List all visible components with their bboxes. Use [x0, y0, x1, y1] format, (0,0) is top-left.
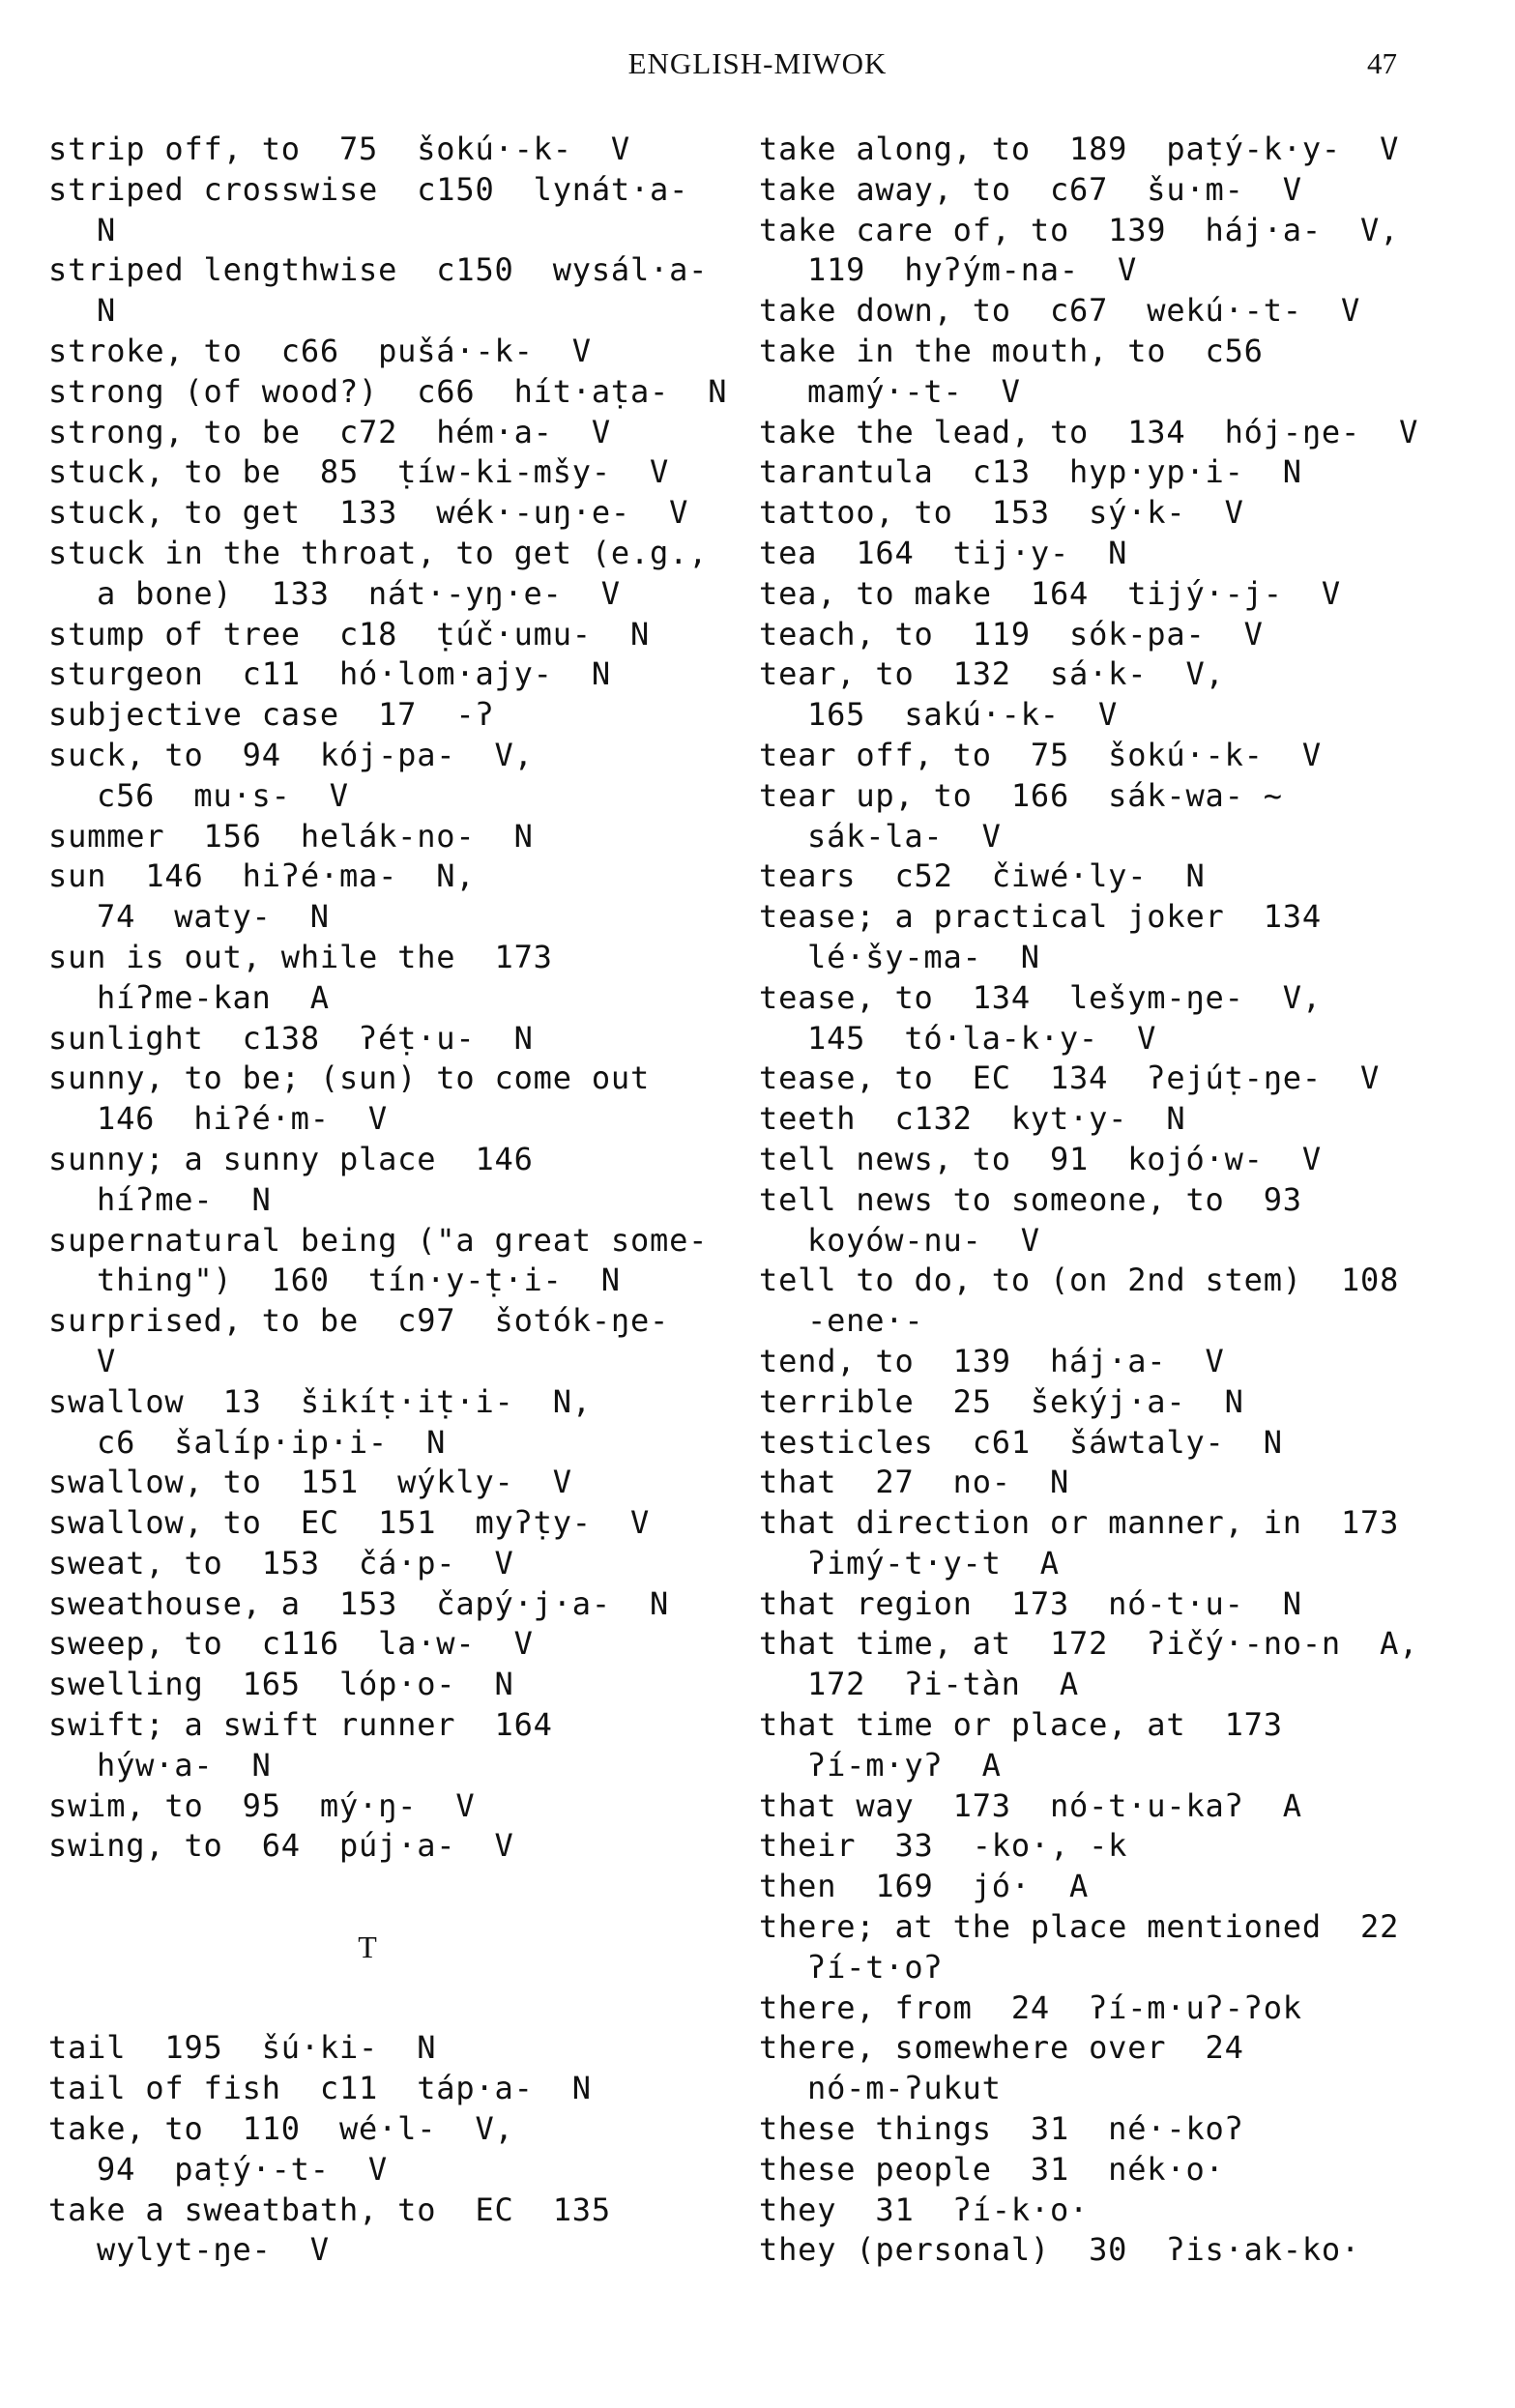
- dictionary-entry: [48, 1665, 725, 1705]
- dictionary-entry: [759, 534, 1436, 574]
- entry-continuation: 94 paṭý·-t- V: [97, 2150, 388, 2188]
- entry-continuation: mamý·-t- V: [807, 372, 1021, 410]
- entry-line: that 27 no- N: [759, 1464, 1070, 1501]
- entry-line: teach, to 119 sók-pa- V: [759, 615, 1264, 653]
- dictionary-entry: [48, 1624, 725, 1665]
- entry-continuation: 172 ʔi-tàn A: [807, 1666, 1079, 1703]
- entry-line: summer 156 helák-no- N: [48, 817, 534, 855]
- running-head: ENGLISH-MIWOK: [627, 46, 888, 80]
- dictionary-entry: [759, 1786, 1436, 1827]
- entry-line: strip off, to 75 šokú·-k- V: [48, 131, 630, 167]
- dictionary-entry: [759, 170, 1436, 211]
- entry-line: sturgeon c11 hó·lom·ajy- N: [48, 655, 611, 693]
- entry-continuation: koyów-nu- V: [807, 1221, 1040, 1259]
- entry-continuation: 119 hyʔým-na- V: [807, 251, 1138, 289]
- entry-continuation: híʔme-kan A: [97, 978, 330, 1016]
- entry-line: take down, to c67 wekú·-t- V: [759, 292, 1361, 330]
- dictionary-entry: [48, 170, 725, 251]
- entry-line: terrible 25 šekýj·a- N: [759, 1382, 1244, 1420]
- entry-line: tend, to 139 háj·a- V: [759, 1342, 1225, 1379]
- dictionary-entry: [759, 1342, 1436, 1382]
- entry-continuation: wylyt-ŋe- V: [97, 2231, 330, 2269]
- dictionary-entry: [759, 493, 1436, 534]
- entry-line: tarantula c13 hyp·yp·i- N: [759, 453, 1302, 491]
- dictionary-entry: [48, 372, 728, 413]
- entry-line: swim, to 95 mý·ŋ- V: [48, 1786, 476, 1824]
- entry-line: take the lead, to 134 hój-ŋe- V: [759, 413, 1419, 450]
- entry-continuation: 165 sakú·-k- V: [807, 696, 1119, 734]
- dictionary-entry: [48, 1463, 725, 1503]
- entry-line: tail of fish c11 táp·a- N: [48, 2070, 592, 2107]
- entry-line: testicles c61 šáwtaly- N: [759, 1423, 1283, 1461]
- dictionary-entry: [759, 452, 1436, 493]
- entry-line: take away, to c67 šu·m- V: [759, 170, 1302, 208]
- dictionary-entry: [759, 574, 1436, 615]
- dictionary-entry: [48, 413, 725, 453]
- dictionary-entry: [48, 1826, 725, 1867]
- dictionary-entry: [759, 1140, 1436, 1180]
- dictionary-entry: [759, 332, 1436, 413]
- dictionary-entry: [48, 1382, 725, 1464]
- entry-line: stuck in the throat, to get (e.g.,: [48, 534, 709, 571]
- entry-line: stroke, to c66 pušá·-k- V: [48, 332, 592, 369]
- entry-line: strong (of wood?) c66 hít·aṭa- N: [48, 372, 728, 410]
- dictionary-entry: [759, 615, 1436, 655]
- entry-line: that time, at 172 ʔičý·-no-n A,: [759, 1625, 1419, 1663]
- page-number: 47: [1367, 46, 1397, 80]
- dictionary-entry: [48, 130, 725, 170]
- entry-line: sunny; a sunny place 146: [48, 1140, 534, 1177]
- dictionary-entry: [48, 452, 725, 493]
- entry-line: swallow, to 151 wýkly- V: [48, 1464, 572, 1501]
- entry-line: there, somewhere over 24: [759, 2029, 1244, 2067]
- entry-line: sun 146 hiʔé·ma- N,: [48, 857, 476, 895]
- entry-line: that direction or manner, in 173: [759, 1504, 1400, 1542]
- dictionary-entry: [759, 776, 1436, 857]
- dictionary-entry: [48, 1301, 725, 1382]
- dictionary-entry: [48, 695, 725, 736]
- entry-continuation: a bone) 133 nát·-yŋ·e- V: [97, 574, 621, 612]
- dictionary-entry: [48, 1786, 725, 1827]
- dictionary-entry: [759, 736, 1436, 776]
- dictionary-entry: [48, 2109, 725, 2190]
- entry-line: there; at the place mentioned 22: [759, 1908, 1400, 1946]
- dictionary-entry: [48, 1503, 725, 1544]
- dictionary-entry: [759, 1463, 1436, 1503]
- dictionary-entry: [48, 332, 725, 372]
- entry-line: tears c52 čiwé·ly- N: [759, 857, 1206, 895]
- dictionary-entry: [48, 2028, 725, 2069]
- dictionary-entry: [759, 1099, 1436, 1140]
- entry-line: take a sweatbath, to EC 135: [48, 2190, 611, 2228]
- entry-line: tear off, to 75 šokú·-k- V: [759, 736, 1322, 773]
- entry-continuation: lé·šy-ma- N: [807, 938, 1040, 975]
- dictionary-entry: [759, 1261, 1436, 1342]
- dictionary-entry: [759, 2028, 1436, 2109]
- dictionary-entry: [48, 2190, 725, 2272]
- entry-line: stump of tree c18 ṭúč·umu- N: [48, 615, 651, 653]
- dictionary-entry: [759, 1705, 1436, 1786]
- entry-line: tea 164 tij·y- N: [759, 534, 1128, 571]
- entry-line: tell to do, to (on 2nd stem) 108: [759, 1262, 1400, 1299]
- entry-line: take in the mouth, to c56: [759, 332, 1264, 369]
- dictionary-entry: [48, 817, 725, 857]
- entry-line: suck, to 94 kój-pa- V,: [48, 736, 534, 773]
- entry-line: swallow, to EC 151 myʔṭy- V: [48, 1504, 651, 1542]
- dictionary-entry: [48, 250, 725, 332]
- dictionary-entry: [48, 1059, 725, 1140]
- entry-continuation: V: [97, 1342, 117, 1379]
- entry-continuation: N: [97, 211, 117, 248]
- entry-line: tear up, to 166 sák-wa- ~: [759, 776, 1283, 814]
- dictionary-entry: [759, 1059, 1436, 1099]
- entry-continuation: ʔimý-t·y-t A: [807, 1544, 1060, 1581]
- right-column: [759, 130, 1436, 2271]
- dictionary-entry: [759, 1826, 1436, 1867]
- dictionary-entry: [759, 856, 1436, 897]
- dictionary-entry: [48, 1221, 725, 1302]
- dictionary-entry: [48, 938, 725, 1019]
- entry-line: tell news, to 91 kojó·w- V: [759, 1140, 1322, 1177]
- entry-continuation: c56 mu·s- V: [97, 776, 349, 814]
- entry-line: sweat, to 153 čá·p- V: [48, 1544, 514, 1581]
- entry-continuation: c6 šalíp·ip·i- N: [97, 1423, 447, 1461]
- entry-line: these things 31 né·-koʔ: [759, 2110, 1244, 2148]
- entry-continuation: hýw·a- N: [97, 1746, 272, 1784]
- dictionary-entry: [759, 2109, 1436, 2150]
- entry-line: tease, to EC 134 ʔejúṭ-ŋe- V: [759, 1059, 1381, 1097]
- entry-continuation: 145 tó·la-k·y- V: [807, 1019, 1157, 1057]
- entry-line: take care of, to 139 háj·a- V,: [759, 211, 1400, 248]
- dictionary-entry: [48, 534, 725, 615]
- entry-line: tease, to 134 lešym-ŋe- V,: [759, 978, 1322, 1016]
- entry-line: stuck, to be 85 ṭíw-ki-mšy- V: [48, 453, 670, 491]
- dictionary-entry: [48, 1140, 725, 1221]
- entry-line: striped lengthwise c150 wysál·a-: [48, 251, 709, 289]
- entry-line: tear, to 132 sá·k- V,: [759, 655, 1225, 693]
- dictionary-entry: [759, 1988, 1436, 2029]
- entry-line: tea, to make 164 tijý·-j- V: [759, 574, 1341, 612]
- entry-line: they 31 ʔí-k·o·: [759, 2190, 1090, 2228]
- dictionary-entry: [48, 615, 725, 655]
- dictionary-entry: [759, 978, 1436, 1059]
- entry-line: they (personal) 30 ʔis·ak-ko·: [759, 2231, 1361, 2269]
- entry-line: subjective case 17 -ʔ: [48, 696, 495, 734]
- entry-continuation: thing") 160 tín·y-ṭ·i- N: [97, 1262, 621, 1299]
- entry-continuation: 146 hiʔé·m- V: [97, 1100, 388, 1138]
- entry-line: strong, to be c72 hém·a- V: [48, 413, 611, 450]
- entry-line: swallow 13 šikíṭ·iṭ·i- N,: [48, 1382, 592, 1420]
- entry-line: swing, to 64 púj·a- V: [48, 1827, 514, 1865]
- dictionary-entry: [759, 1907, 1436, 1988]
- dictionary-entry: [48, 1019, 725, 1059]
- left-column: [48, 130, 728, 2271]
- entry-line: swift; a swift runner 164: [48, 1706, 553, 1744]
- dictionary-entry: [48, 654, 725, 695]
- dictionary-entry: [48, 1584, 725, 1625]
- entry-line: that way 173 nó-t·u-kaʔ A: [759, 1786, 1302, 1824]
- dictionary-entry: [759, 1867, 1436, 1907]
- dictionary-entry: [759, 1624, 1436, 1705]
- entry-line: surprised, to be c97 šotók-ŋe-: [48, 1302, 670, 1340]
- dictionary-entry: [48, 736, 725, 817]
- entry-line: their 33 -ko·, -k: [759, 1827, 1128, 1865]
- dictionary-entry: [759, 1503, 1436, 1584]
- entry-continuation: híʔme- N: [97, 1180, 272, 1218]
- entry-line: sweathouse, a 153 čapý·j·a- N: [48, 1584, 670, 1622]
- entry-line: there, from 24 ʔí-m·uʔ-ʔok: [759, 1988, 1302, 2026]
- entry-line: swelling 165 lóp·o- N: [48, 1666, 514, 1703]
- dictionary-entry: [759, 1382, 1436, 1423]
- dictionary-entry: [48, 1705, 725, 1786]
- entry-continuation: N: [97, 292, 117, 330]
- dictionary-entry: [759, 211, 1436, 292]
- dictionary-entry: [759, 130, 1436, 170]
- dictionary-entry: [759, 1180, 1436, 1262]
- entry-continuation: -ene·-: [807, 1302, 924, 1340]
- entry-line: teeth c132 kyt·y- N: [759, 1100, 1186, 1138]
- dictionary-entry: [759, 1584, 1436, 1625]
- entry-line: tell news to someone, to 93: [759, 1180, 1302, 1218]
- entry-line: then 169 jó· A: [759, 1868, 1090, 1905]
- entry-line: sunny, to be; (sun) to come out: [48, 1059, 651, 1097]
- entry-line: take along, to 189 paṭý-k·y- V: [759, 131, 1400, 167]
- entry-line: tattoo, to 153 sý·k- V: [759, 494, 1244, 532]
- entry-continuation: 74 waty- N: [97, 898, 330, 936]
- entry-line: striped crosswise c150 lynát·a-: [48, 170, 689, 208]
- entry-line: tail 195 šú·ki- N: [48, 2029, 437, 2067]
- entry-line: sun is out, while the 173: [48, 938, 553, 975]
- dictionary-entry: [759, 413, 1436, 453]
- entry-continuation: ʔí-m·yʔ A: [807, 1746, 1002, 1784]
- entry-line: take, to 110 wé·l- V,: [48, 2110, 514, 2148]
- entry-line: that region 173 nó-t·u- N: [759, 1584, 1302, 1622]
- dictionary-entry: [48, 1544, 725, 1584]
- entry-line: stuck, to get 133 wék·-uŋ·e- V: [48, 494, 689, 532]
- dictionary-entry: [759, 1423, 1436, 1464]
- entry-continuation: sák-la- V: [807, 817, 1002, 855]
- entry-continuation: ʔí-t·oʔ: [807, 1948, 944, 1986]
- section-letter: T: [358, 1929, 377, 1965]
- entry-line: sweep, to c116 la·w- V: [48, 1625, 534, 1663]
- dictionary-entry: [759, 897, 1436, 978]
- dictionary-entry: [759, 291, 1436, 332]
- dictionary-entry: [48, 493, 725, 534]
- entry-line: tease; a practical joker 134: [759, 898, 1322, 936]
- entry-line: sunlight c138 ʔéṭ·u- N: [48, 1019, 534, 1057]
- entry-line: supernatural being ("a great some-: [48, 1221, 709, 1259]
- dictionary-entry: [48, 856, 725, 938]
- dictionary-entry: [48, 2069, 725, 2109]
- dictionary-entry: [759, 2230, 1436, 2271]
- entry-line: these people 31 nék·o·: [759, 2150, 1225, 2188]
- dictionary-entry: [759, 2150, 1436, 2190]
- entry-continuation: nó-m-ʔukut: [807, 2070, 1002, 2107]
- dictionary-entry: [759, 2190, 1436, 2231]
- dictionary-entry: [759, 654, 1436, 736]
- entry-line: that time or place, at 173: [759, 1706, 1283, 1744]
